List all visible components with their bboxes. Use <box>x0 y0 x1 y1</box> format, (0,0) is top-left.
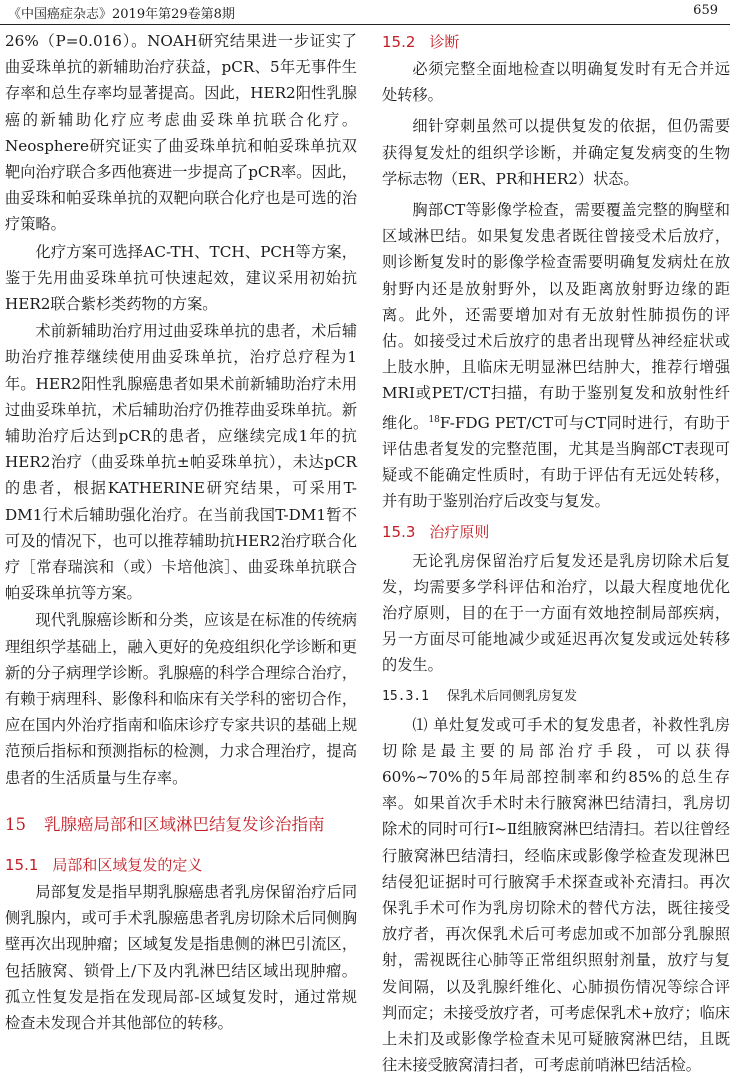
section-heading-15-3-1 <box>382 687 730 707</box>
paragraph: 现代乳腺癌诊断和分类，应该是在标准的传统病理组织学基础上，融入更好的免疫组织化学诊断和更新的分子病理学诊断。乳腺癌的科学合理综合治疗，有赖于病理科、影像科和临床有关学科的密切合作，应在国内外治疗指南和临床诊疗专家共识的基础上规范预后指标和预测指标的检测，力求合理治疗，提高患者的生活质量与生存率。 <box>5 611 357 787</box>
paragraph: 化疗方案可选择AC-TH、TCH、PCH等方案，鉴于先用曲妥珠单抗可快速起效，建议采用初始抗HER2联合紫杉类药物的方案。 <box>5 242 357 314</box>
section-heading-15-2 <box>382 32 730 52</box>
section-number: 15.2 <box>382 33 416 51</box>
section-heading-15 <box>5 814 357 836</box>
section-heading-15-3 <box>382 522 730 542</box>
page-header <box>0 0 730 26</box>
section-number: 15.1 <box>5 855 39 874</box>
section-title: 局部和区域复发的定义 <box>52 855 203 874</box>
paragraph-text: F-FDG PET/CT可与CT同时进行，有助于评估患者复发的完整范围，尤其是当胸部CT表现可疑或不能确定性质时，有助于评估有无远处转移，并有助于鉴别治疗后改变与复发。 <box>382 413 730 511</box>
right-column <box>382 24 730 1078</box>
section-title: 乳腺癌局部和区域淋巴结复发诊治指南 <box>44 814 325 834</box>
paragraph: ⑴ 单灶复发或可手术的复发患者，补救性乳房切除是最主要的局部治疗手段，可以获得60%~70%的5年局部控制率和约85%的总生存率。如果首次手术时未行腋窝淋巴结清扫，乳房切除术的同时可行Ⅰ~Ⅱ组腋窝淋巴结清扫。若以往曾经行腋窝淋巴结清扫，经临床或影像学检查发现淋巴结侵犯证据时可行腋窝手术探查或补充清扫。再次保乳手术可作为乳房切除术的替代方法，既往接受放疗者，再次保乳术后可考虑加或不加部分乳腺照射，需视既往心肺等正常组织照射剂量，放疗与复发间隔，以及乳腺纤维化、心肺损伤情况等综合评判而定；未接受放疗者，可考虑保乳术+放疗；临床上未扪及或影像学检查未见可疑腋窝淋巴结，且既往未接受腋窝清扫者，可考虑前哨淋巴结活检。 <box>382 715 730 1075</box>
section-title: 保乳术后同侧乳房复发 <box>446 688 577 704</box>
paragraph: 局部复发是指早期乳腺癌患者乳房保留治疗后同侧乳腺内，或可手术乳腺癌患者乳房切除术后同侧胸壁再次出现肿瘤；区域复发是指患侧的淋巴引流区，包括腋窝、锁骨上/下及内乳淋巴结区域出现肿瘤。孤立性复发是指在发现局部-区域复发时，通过常规检查未发现合并其他部位的转移。 <box>5 882 357 1032</box>
section-heading-15-1 <box>5 855 357 875</box>
section-number: 15.3.1 <box>382 688 429 704</box>
left-column <box>5 24 357 1036</box>
section-title: 治疗原则 <box>429 522 490 541</box>
section-number: 15 <box>5 814 26 834</box>
paragraph: 术前新辅助治疗用过曲妥珠单抗的患者，术后辅助治疗推荐继续使用曲妥珠单抗，治疗总疗程为1年。HER2阳性乳腺癌患者如果术前新辅助治疗未用过曲妥珠单抗，术后辅助治疗仍推荐曲妥珠单抗。新辅助治疗后达到pCR的患者，应继续完成1年的抗HER2治疗（曲妥珠单抗±帕妥珠单抗），未达pCR的患者，根据KATHERINE研究结果，可采用T-DM1行术后辅助强化治疗。在当前我国T-DM1暂不可及的情况下，也可以推荐辅助抗HER2治疗联合化疗［常春瑞滨和（或）卡培他滨］、曲妥珠单抗联合帕妥珠单抗等方案。 <box>5 322 357 603</box>
section-number: 15.3 <box>382 522 416 541</box>
superscript: 18 <box>428 414 440 425</box>
page-number: 659 <box>693 3 718 18</box>
paragraph <box>382 197 730 515</box>
paragraph: 26%（P=0.016）。NOAH研究结果进一步证实了曲妥珠单抗的新辅助治疗获益，pCR、5年无事件生存率和总生存率均显著提高。因此，HER2阳性乳腺癌的新辅助化疗应考虑曲妥珠单抗联合化疗。Neosphere研究证实了曲妥珠单抗和帕妥珠单抗双靶向治疗联合多西他赛进一步提高了pCR率。因此，曲妥珠和帕妥珠单抗的双靶向联合化疗也是可选的治疗策略。 <box>5 32 357 234</box>
paragraph: 无论乳房保留治疗后复发还是乳房切除术后复发，均需要多学科评估和治疗，以最大程度地优化治疗原则，目的在于一方面有效地控制局部疾病，另一方面尽可能地减少或延迟再次复发或远处转移的发生。 <box>382 551 730 675</box>
paragraph: 必须完整全面地检查以明确复发时有无合并远处转移。 <box>382 60 730 105</box>
journal-title: 《中国癌症杂志》2019年第29卷第8期 <box>8 7 235 22</box>
section-title: 诊断 <box>429 33 460 51</box>
paragraph-text: 胸部CT等影像学检查，需要覆盖完整的胸壁和区域淋巴结。如果复发患者既往曾接受术后放疗，则诊断复发时的影像学检查需要明确复发病灶在放射野内还是放射野外，以及距离放射野边缘的距离。此外，还需要增加对有无放射性肺损伤的评估。如接受过术后放疗的患者出现臂丛神经症状或上肢水肿，且临床无明显淋巴结肿大，推荐行增强MRI或PET/CT扫描，有助于鉴别复发和放射性纤维化。 <box>382 201 730 432</box>
paragraph: 细针穿刺虽然可以提供复发的依据，但仍需要获得复发灶的组织学诊断，并确定复发病变的生物学标志物（ER、PR和HER2）状态。 <box>382 117 730 188</box>
